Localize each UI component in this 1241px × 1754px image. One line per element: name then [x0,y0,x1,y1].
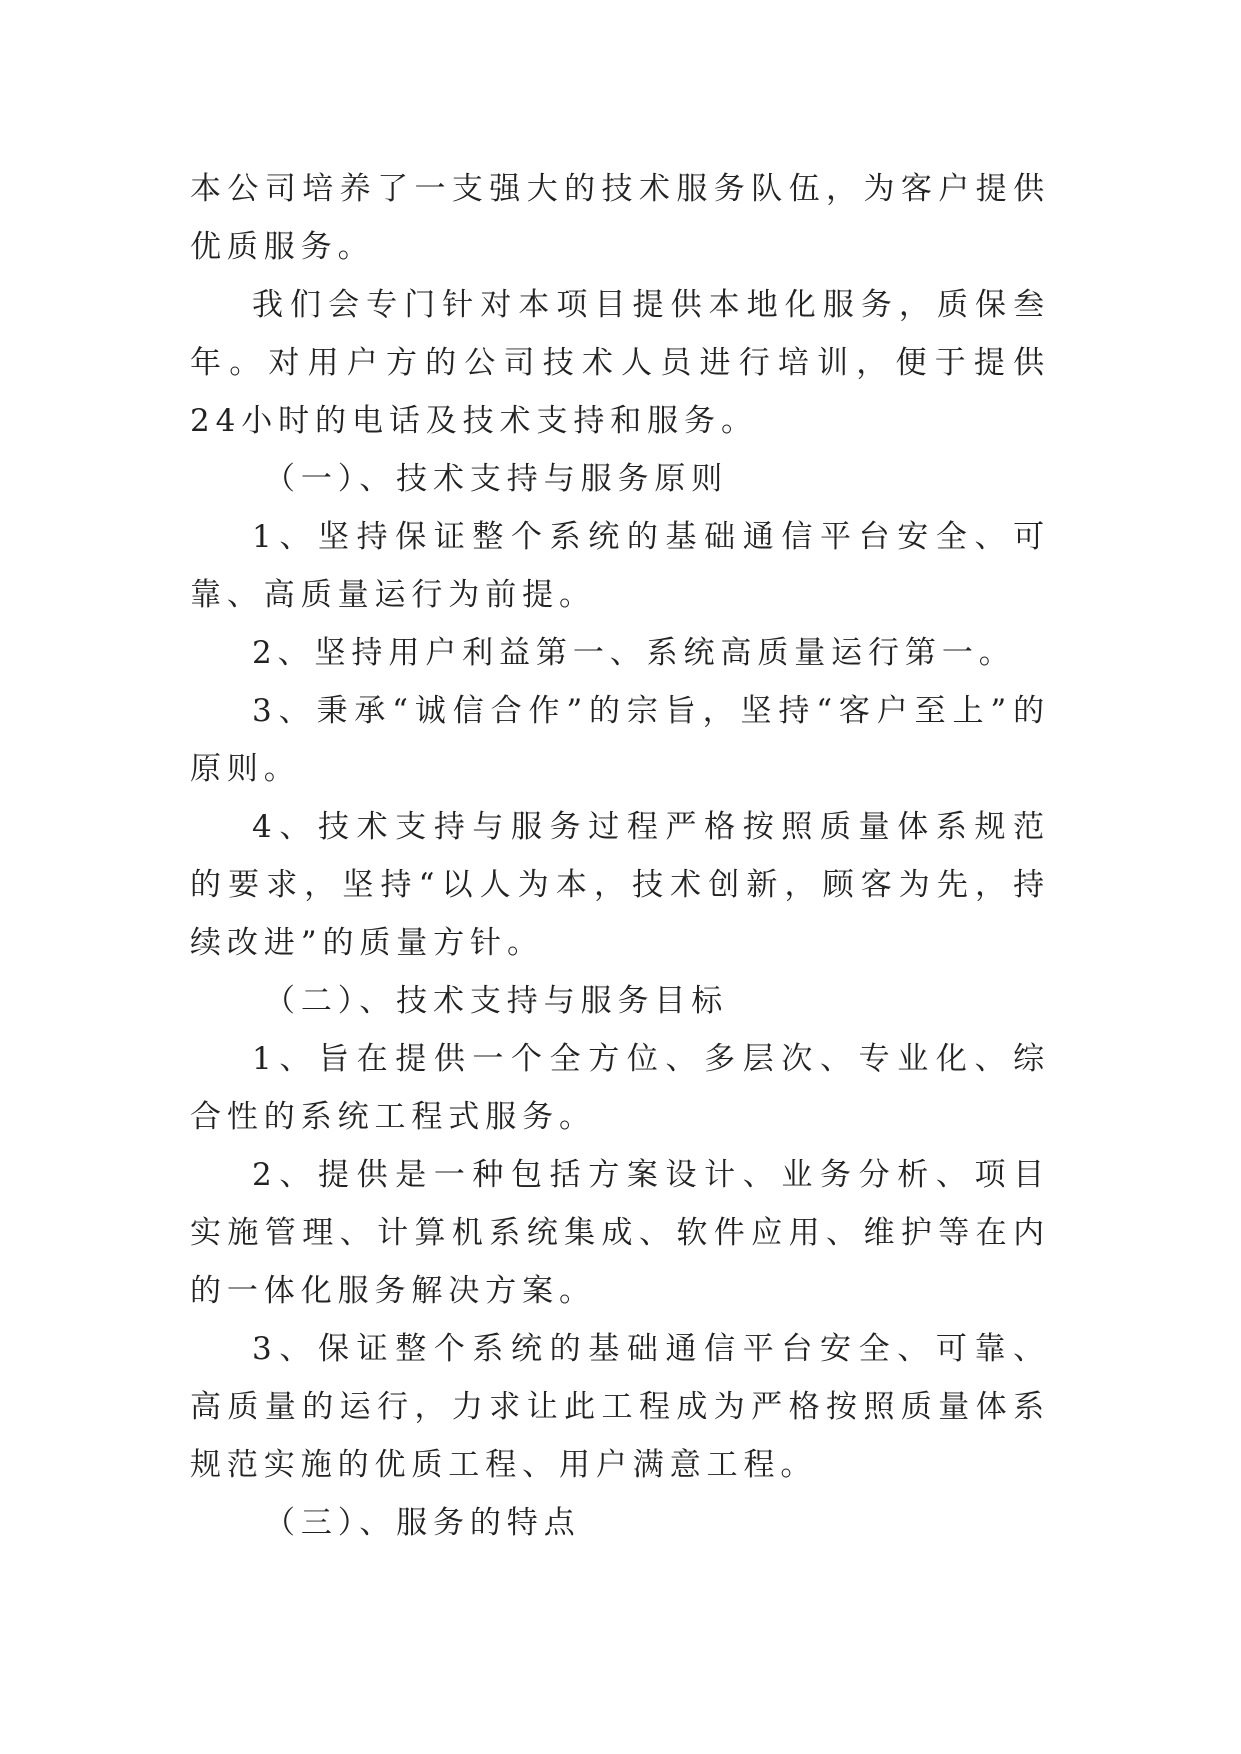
list-item-principle-1: 1、坚持保证整个系统的基础通信平台安全、可靠、高质量运行为前提。 [190,519,1050,613]
section-heading-features: （三）、服务的特点 [264,1505,581,1541]
list-item-principle-4: 4、技术支持与服务过程严格按照质量体系规范的要求，坚持“以人为本，技术创新，顾客为先，持续改进”的质量方针。 [190,809,1050,961]
document-body [190,160,1050,1552]
list-item-goal-1: 1、旨在提供一个全方位、多层次、专业化、综合性的系统工程式服务。 [190,1041,1050,1135]
list-item-goal-2: 2、提供是一种包括方案设计、业务分析、项目实施管理、计算机系统集成、软件应用、维护等在内的一体化服务解决方案。 [190,1157,1050,1309]
list-item-principle-2: 2、坚持用户利益第一、系统高质量运行第一。 [252,635,1016,671]
paragraph-team-intro: 本公司培养了一支强大的技术服务队伍，为客户提供优质服务。 [190,171,1050,265]
paragraph-local-service: 我们会专门针对本项目提供本地化服务，质保叁年。对用户方的公司技术人员进行培训，便于提供24小时的电话及技术支持和服务。 [190,287,1050,439]
list-item-principle-3: 3、秉承“诚信合作”的宗旨，坚持“客户至上”的原则。 [190,693,1050,787]
section-heading-goals: （二）、技术支持与服务目标 [264,983,729,1019]
list-item-goal-3: 3、保证整个系统的基础通信平台安全、可靠、高质量的运行，力求让此工程成为严格按照质量体系规范实施的优质工程、用户满意工程。 [190,1331,1050,1483]
section-heading-principles: （一）、技术支持与服务原则 [264,461,729,497]
